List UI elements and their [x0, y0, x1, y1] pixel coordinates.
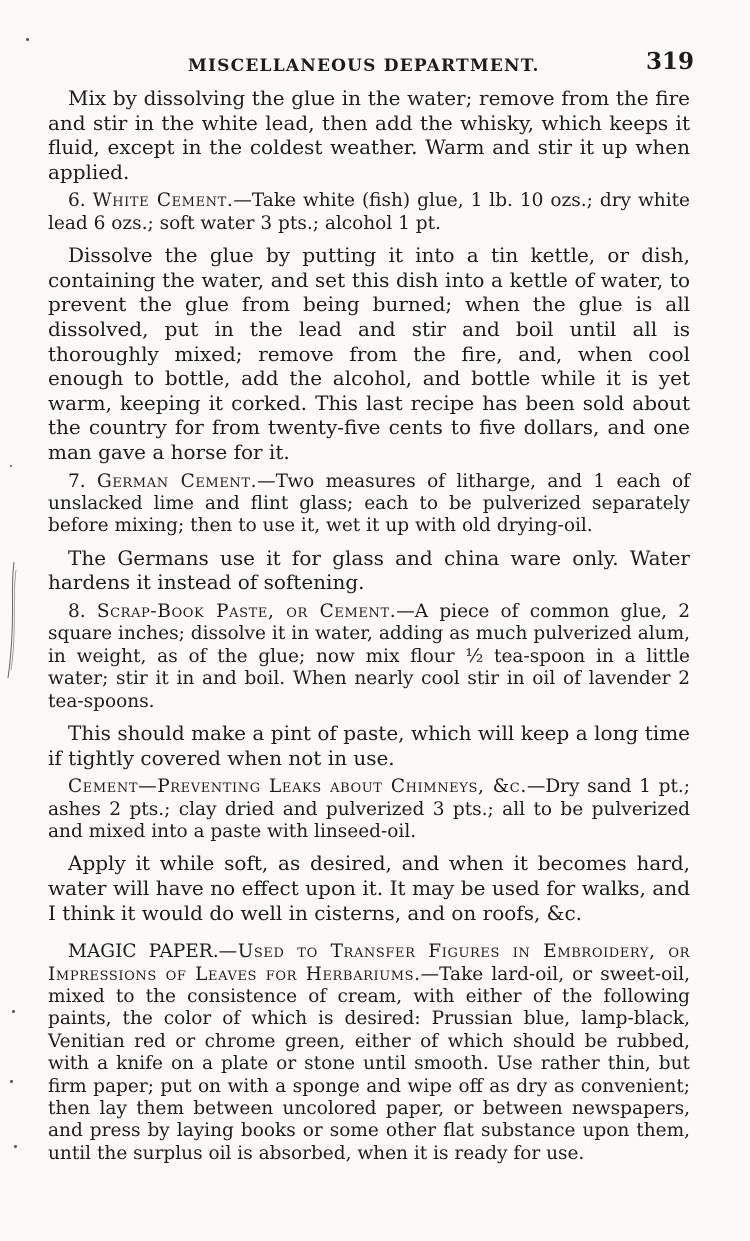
ink-speck [10, 465, 12, 467]
recipe-white-cement [48, 190, 690, 235]
recipe-number: 7. [68, 470, 86, 492]
recipe-scrap-book-paste [48, 601, 690, 713]
ink-speck [10, 1080, 13, 1083]
ink-speck [26, 38, 29, 41]
running-head [48, 48, 694, 86]
recipe-body: —Two measures of litharge, and 1 each of unslacked lime and flint glass; each to be pulverized separately before mixing; then to use it, wet it up with old drying-oil. [48, 470, 690, 537]
recipe-body: —A piece of common glue, 2 square inches; dissolve it in water, adding as much pulverized alum, in weight, as of the glue; now mix flour ½ tea-spoon in a little water; stir it in and boil. When nearly cool stir in oil of lavender 2 tea-spoons. [48, 600, 690, 712]
ink-speck [14, 1145, 17, 1148]
recipe-number: 8. [68, 600, 86, 622]
paragraph-apply-while-soft: Apply it while soft, as desired, and when it becomes hard, water will have no effect upon it. It may be used for walks, and I think it would do well in cisterns, and on roofs, &c. [48, 851, 690, 925]
recipe-magic-paper [48, 941, 690, 1165]
recipe-title: Cement—Preventing Leaks about Chimneys, &c. [68, 776, 527, 798]
margin-scribble-icon [4, 560, 18, 680]
page-header-title: MISCELLANEOUS DEPARTMENT. [188, 56, 540, 76]
paragraph-germans-use: The Germans use it for glass and china ware only. Water hardens it instead of softening. [48, 545, 690, 595]
recipe-title: White Cement. [92, 190, 234, 212]
paragraph-pint-of-paste: This should make a pint of paste, which will keep a long time if tightly covered when not in use. [48, 720, 690, 770]
recipe-title: —Used to Transfer Figures in Embroidery, or Impressions of Leaves for Herbariums. [48, 941, 690, 985]
ink-speck [12, 1010, 15, 1013]
paragraph-glue-mixing: Mix by dissolving the glue in the water; remove from the fire and stir in the white lead, then add the whisky, which keeps it fluid, except in the coldest weather. Warm and stir it up when applied. [48, 86, 690, 184]
paragraph-dissolve-glue: Dissolve the glue by putting it into a tin kettle, or dish, containing the water, and set this dish into a kettle of water, to prevent the glue from being burned; when the glue is all dissolved, put in the lead and stir and boil until all is thoroughly mixed; remove from the fire, and, when cool enough to bottle, add the alcohol, and bottle while it is yet warm, keeping it corked. This last recipe has been sold about the country for from twenty-five cents to five dollars, and one man gave a horse for it. [48, 243, 690, 464]
page-number: 319 [645, 48, 694, 75]
recipe-title-lead: MAGIC PAPER. [68, 941, 219, 963]
recipe-german-cement [48, 471, 690, 538]
recipe-title: German Cement. [96, 470, 258, 492]
recipe-body: —Take lard-oil, or sweet-oil, mixed to the consistence of cream, with either of the following paints, the color of which is desired: Prussian blue, lamp-black, Venitian red or chrome green, either of which should be rubbed, with a knife on a plate or stone until smooth. Use rather thin, but firm paper; put on with a sponge and wipe off as dry as convenient; then lay them between uncolored paper, or between newspapers, and press by laying books or some other flat substance upon them, until the surplus oil is absorbed, when it is ready for use. [48, 963, 691, 1164]
recipe-chimney-cement [48, 776, 690, 843]
recipe-body: —Dry sand 1 pt.; ashes 2 pts.; clay dried and pulverized 3 pts.; all to be pulverized and mixed into a paste with linseed-oil. [48, 776, 690, 842]
recipe-number: 6. [68, 190, 86, 212]
recipe-body: —Take white (fish) glue, 1 lb. 10 ozs.; dry white lead 6 ozs.; soft water 3 pts.; alcohol 1 pt. [48, 190, 690, 234]
recipe-title: Scrap-Book Paste, or Cement. [96, 600, 397, 622]
